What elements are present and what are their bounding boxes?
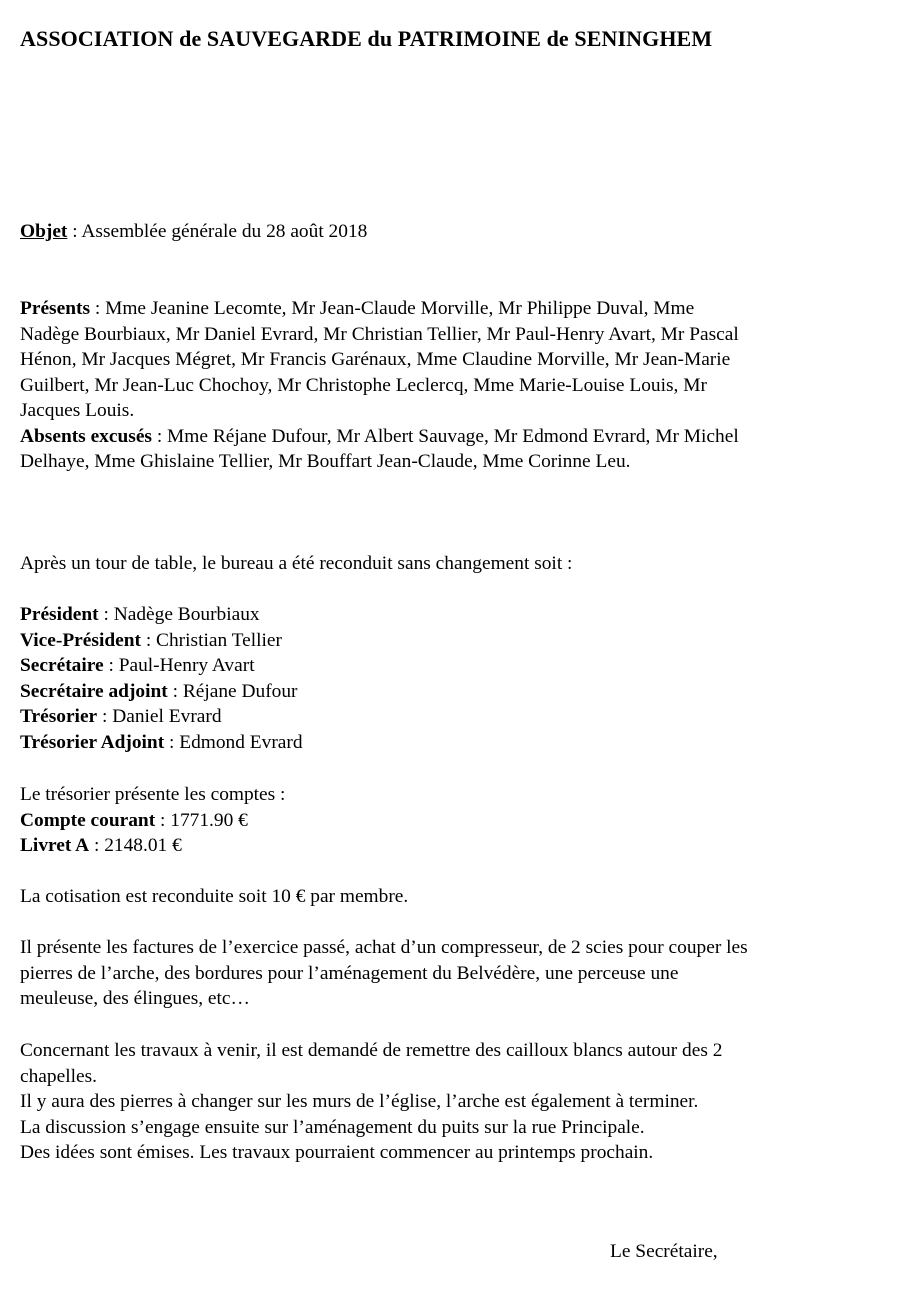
- paragraph-line: Concernant les travaux à venir, il est demandé de remettre des cailloux blancs autour des 2: [20, 1040, 723, 1061]
- role-label: Président: [20, 604, 99, 625]
- attendance-section: [20, 296, 880, 475]
- role-value: : Daniel Evrard: [97, 706, 222, 727]
- account-line: [20, 808, 880, 834]
- subject-label: Objet: [20, 221, 68, 242]
- account-line: [20, 833, 880, 859]
- board-roles: [20, 602, 880, 755]
- role-line: [20, 628, 880, 654]
- presents-line: Guilbert, Mr Jean-Luc Chochoy, Mr Christophe Leclercq, Mme Marie-Louise Louis, Mr: [20, 374, 707, 396]
- document-title: ASSOCIATION de SAUVEGARDE du PATRIMOINE de SENINGHEM: [20, 26, 713, 51]
- invoices-paragraph: [20, 935, 880, 1012]
- absents-line: [20, 424, 880, 450]
- account-label: Compte courant: [20, 809, 156, 831]
- role-label: Vice-Président: [20, 629, 141, 651]
- absents-line: Delhaye, Mme Ghislaine Tellier, Mr Bouffart Jean-Claude, Mme Corinne Leu.: [20, 451, 631, 472]
- role-line: [20, 653, 880, 679]
- role-line: [20, 704, 880, 730]
- paragraph-line: Il présente les factures de l’exercice passé, achat d’un compresseur, de 2 scies pour couper les: [20, 937, 748, 958]
- paragraph-line: chapelles.: [20, 1065, 97, 1087]
- signature-line: Le Secrétaire,: [610, 1241, 718, 1262]
- works-paragraph: [20, 1038, 880, 1166]
- presents-line: Hénon, Mr Jacques Mégret, Mr Francis Garénaux, Mme Claudine Morville, Mr Jean-Marie: [20, 349, 731, 370]
- role-line: [20, 730, 880, 756]
- role-label: Trésorier Adjoint: [20, 731, 165, 753]
- role-value: : Nadège Bourbiaux: [98, 604, 260, 625]
- role-label: Trésorier: [20, 706, 98, 727]
- paragraph-line: pierres de l’arche, des bordures pour l’aménagement du Belvédère, une perceuse une: [20, 962, 679, 984]
- role-value: : Christian Tellier: [140, 629, 282, 651]
- paragraph-line: Il y aura des pierres à changer sur les murs de l’église, l’arche est également à terminer.: [20, 1091, 699, 1112]
- membership-fee-text: La cotisation est reconduite soit 10 € par membre.: [20, 886, 409, 907]
- paragraph-line: La discussion s’engage ensuite sur l’aménagement du puits sur la rue Principale.: [20, 1116, 645, 1138]
- account-value: : 1771.90 €: [155, 809, 248, 831]
- role-value: : Edmond Evrard: [164, 731, 303, 753]
- absents-text: : Mme Réjane Dufour, Mr Albert Sauvage, Mr Edmond Evrard, Mr Michel: [151, 425, 739, 447]
- account-value: : 2148.01 €: [89, 835, 182, 856]
- presents-line: [20, 296, 880, 322]
- board-intro: [20, 551, 880, 577]
- treasurer-report: [20, 782, 880, 859]
- absents-label: Absents excusés: [20, 425, 152, 447]
- presents-line: Jacques Louis.: [20, 400, 135, 421]
- subject-text: : Assemblée générale du 28 août 2018: [67, 221, 368, 242]
- role-line: [20, 602, 880, 628]
- board-intro-text: Après un tour de table, le bureau a été reconduit sans changement soit :: [20, 553, 573, 574]
- paragraph-line: Des idées sont émises. Les travaux pourraient commencer au printemps prochain.: [20, 1142, 654, 1163]
- paragraph-line: meuleuse, des élingues, etc…: [20, 988, 250, 1009]
- presents-label: Présents: [20, 298, 90, 319]
- role-label: Secrétaire adjoint: [20, 680, 168, 702]
- presents-text: : Mme Jeanine Lecomte, Mr Jean-Claude Morville, Mr Philippe Duval, Mme: [90, 298, 695, 319]
- membership-fee: [20, 884, 880, 910]
- role-value: : Paul-Henry Avart: [103, 655, 255, 676]
- subject-line: [20, 221, 367, 243]
- role-label: Secrétaire: [20, 655, 104, 676]
- role-line: [20, 679, 880, 705]
- account-label: Livret A: [20, 835, 90, 856]
- role-value: : Réjane Dufour: [167, 680, 298, 702]
- presents-line: Nadège Bourbiaux, Mr Daniel Evrard, Mr Christian Tellier, Mr Paul-Henry Avart, Mr Pascal: [20, 323, 739, 345]
- treasurer-intro: Le trésorier présente les comptes :: [20, 784, 286, 805]
